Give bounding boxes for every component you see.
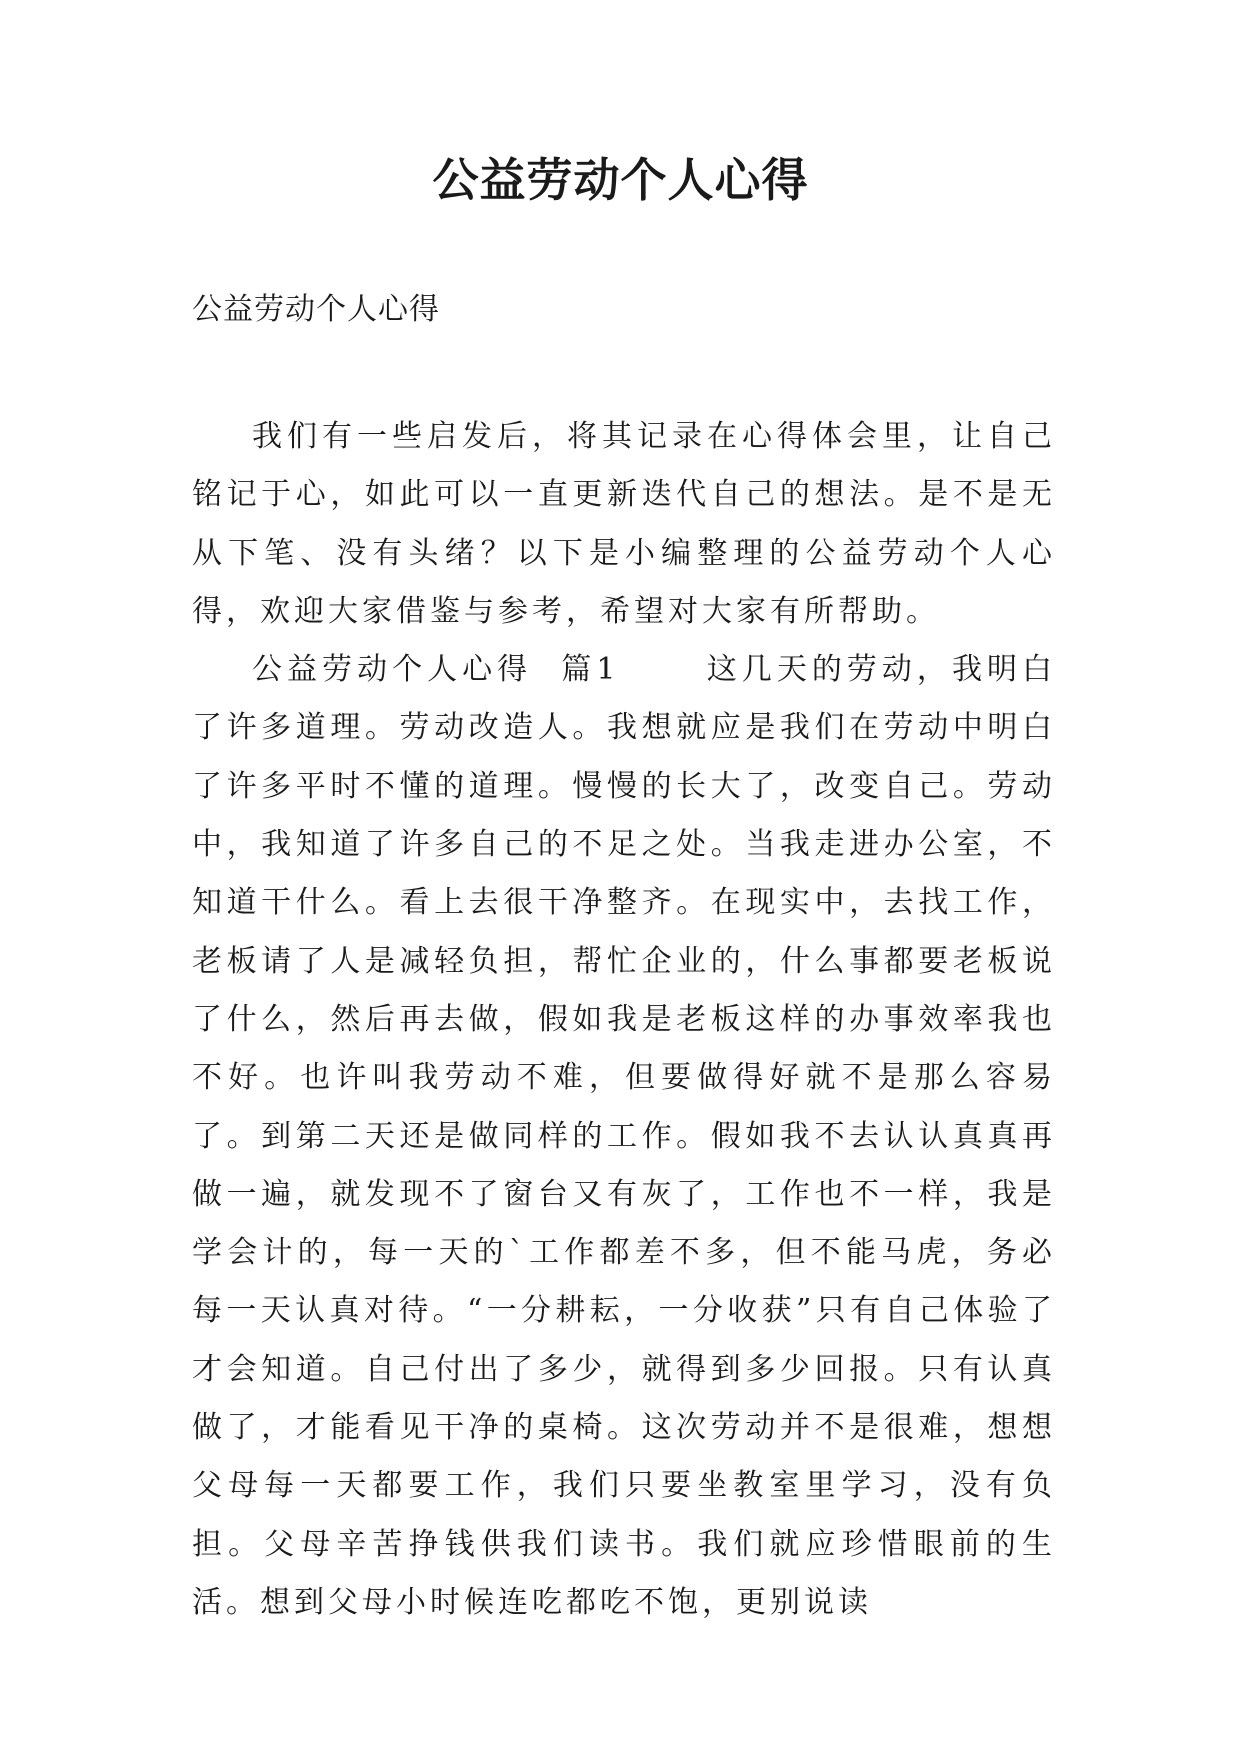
section-1-paragraph: 公益劳动个人心得 篇1 这几天的劳动，我明白了许多道理。劳动改造人。我想就应是我们在劳动中明白了许多平时不懂的道理。慢慢的长大了，改变自己。劳动中，我知道了许多自己的不足之处。当我走进办公室，不知道干什么。看上去很干净整齐。在现实中，去找工作，老板请了人是减轻负担，帮忙企业的，什么事都要老板说了什么，然后再去做，假如我是老板这样的办事效率我也不好。也许叫我劳动不难，但要做得好就不是那么容易了。到第二天还是做同样的工作。假如我不去认认真真再做一遍，就发现不了窗台又有灰了，工作也不一样，我是学会计的，每一天的`工作都差不多，但不能马虎，务必每一天认真对待。“一分耕耘，一分收获”只有自己体验了才会知道。自己付出了多少，就得到多少回报。只有认真做了，才能看见干净的桌椅。这次劳动并不是很难，想想父母每一天都要工作，我们只要坐教室里学习，没有负担。父母辛苦挣钱供我们读书。我们就应珍惜眼前的生活。想到父母小时候连吃都吃不饱，更别说读 — [192, 652, 1056, 1620]
intro-paragraph: 我们有一些启发后，将其记录在心得体会里，让自己铭记于心，如此可以一直更新迭代自己的想法。是不是无从下笔、没有头绪？以下是小编整理的公益劳动个人心得，欢迎大家借鉴与参考，希望对大家有所帮助。 — [192, 419, 1056, 629]
document-subtitle: 公益劳动个人心得 — [192, 292, 440, 327]
document-body — [192, 408, 1056, 1632]
document-title: 公益劳动个人心得 — [432, 153, 809, 207]
